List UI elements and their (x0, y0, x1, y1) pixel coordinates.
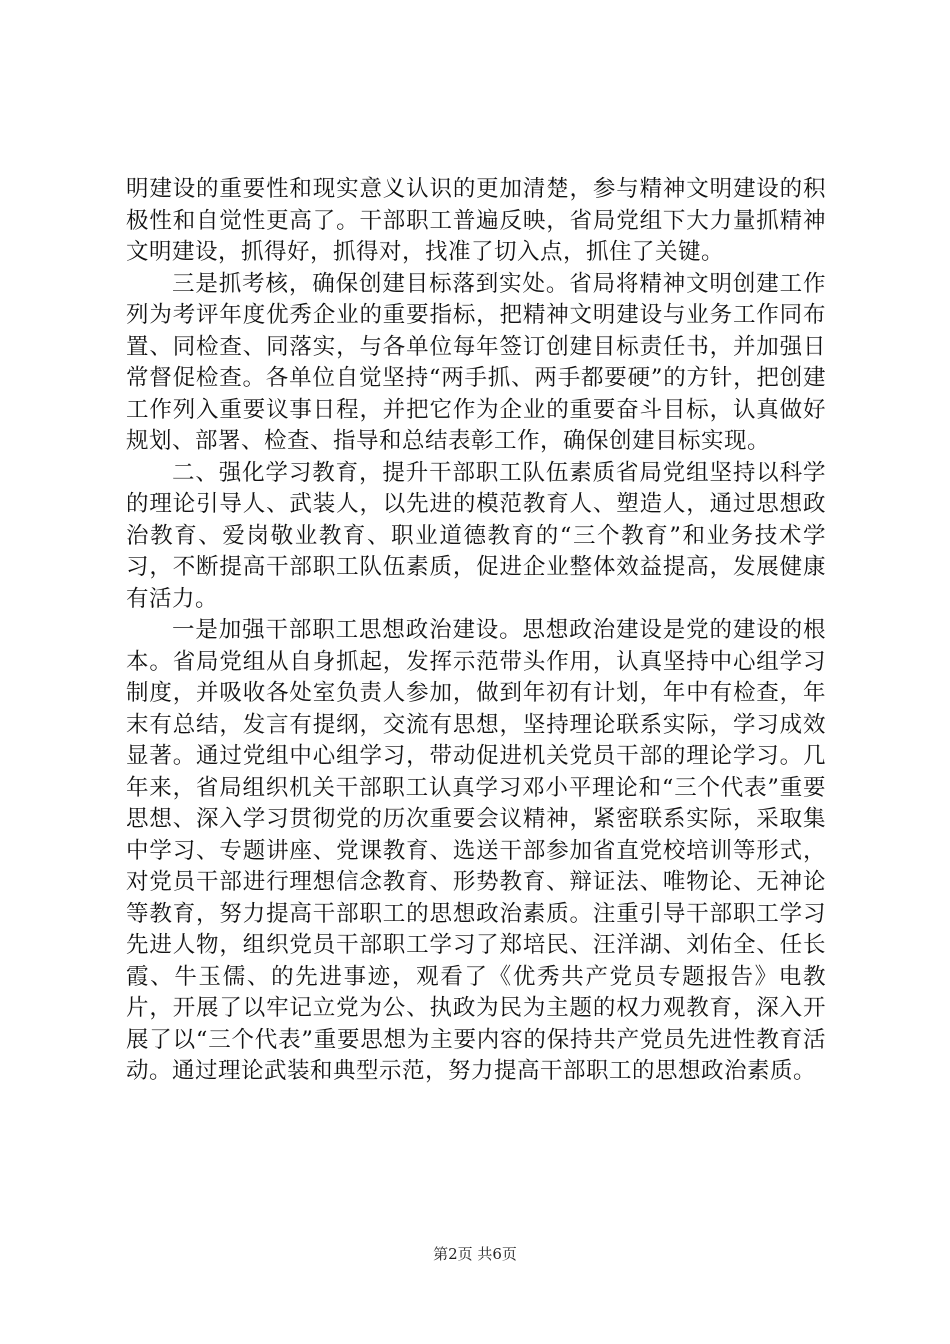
paragraph-assessment: 三是抓考核，确保创建目标落到实处。省局将精神文明创建工作列为考评年度优秀企业的重要指标，把精神文明建设与业务工作同布置、同检查、同落实，与各单位每年签订创建目标责任书，并加强日常督促检查。各单位自觉坚持“两手抓、两手都要硬”的方针，把创建工作列入重要议事日程，并把它作为企业的重要奋斗目标，认真做好规划、部署、检查、指导和总结表彰工作，确保创建目标实现。 (126, 270, 826, 454)
paragraph-study-education: 二、强化学习教育，提升干部职工队伍素质省局党组坚持以科学的理论引导人、武装人，以先进的模范教育人、塑造人，通过思想政治教育、爱岗敬业教育、职业道德教育的“三个教育”和业务技术学习，不断提高干部职工队伍素质，促进企业整体效益提高，发展健康有活力。 (126, 459, 826, 612)
document-body (126, 174, 826, 1088)
paragraph-political-construction: 一是加强干部职工思想政治建设。思想政治建设是党的建设的根本。省局党组从自身抓起，发挥示范带头作用，认真坚持中心组学习制度，并吸收各处室负责人参加，做到年初有计划，年中有检查，年末有总结，发言有提纲，交流有思想，坚持理论联系实际，学习成效显著。通过党组中心组学习，带动促进机关党员干部的理论学习。几年来，省局组织机关干部职工认真学习邓小平理论和“三个代表”重要思想、深入学习贯彻党的历次重要会议精神，紧密联系实际，采取集中学习、专题讲座、党课教育、选送干部参加省直党校培训等形式，对党员干部进行理想信念教育、形势教育、辩证法、唯物论、无神论等教育，努力提高干部职工的思想政治素质。注重引导干部职工学习先进人物，组织党员干部职工学习了郑培民、汪洋湖、刘佑全、任长霞、牛玉儒、的先进事迹，观看了《优秀共产党员专题报告》电教片，开展了以牢记立党为公、执政为民为主题的权力观教育，深入开展了以“三个代表”重要思想为主要内容的保持共产党员先进性教育活动。通过理论武装和典型示范，努力提高干部职工的思想政治素质。 (126, 617, 826, 1084)
paragraph-continuation: 明建设的重要性和现实意义认识的更加清楚，参与精神文明建设的积极性和自觉性更高了。干部职工普遍反映，省局党组下大力量抓精神文明建设，抓得好，抓得对，找准了切入点，抓住了关键。 (126, 176, 826, 265)
page-number-footer: 第2页 共6页 (433, 1245, 517, 1263)
